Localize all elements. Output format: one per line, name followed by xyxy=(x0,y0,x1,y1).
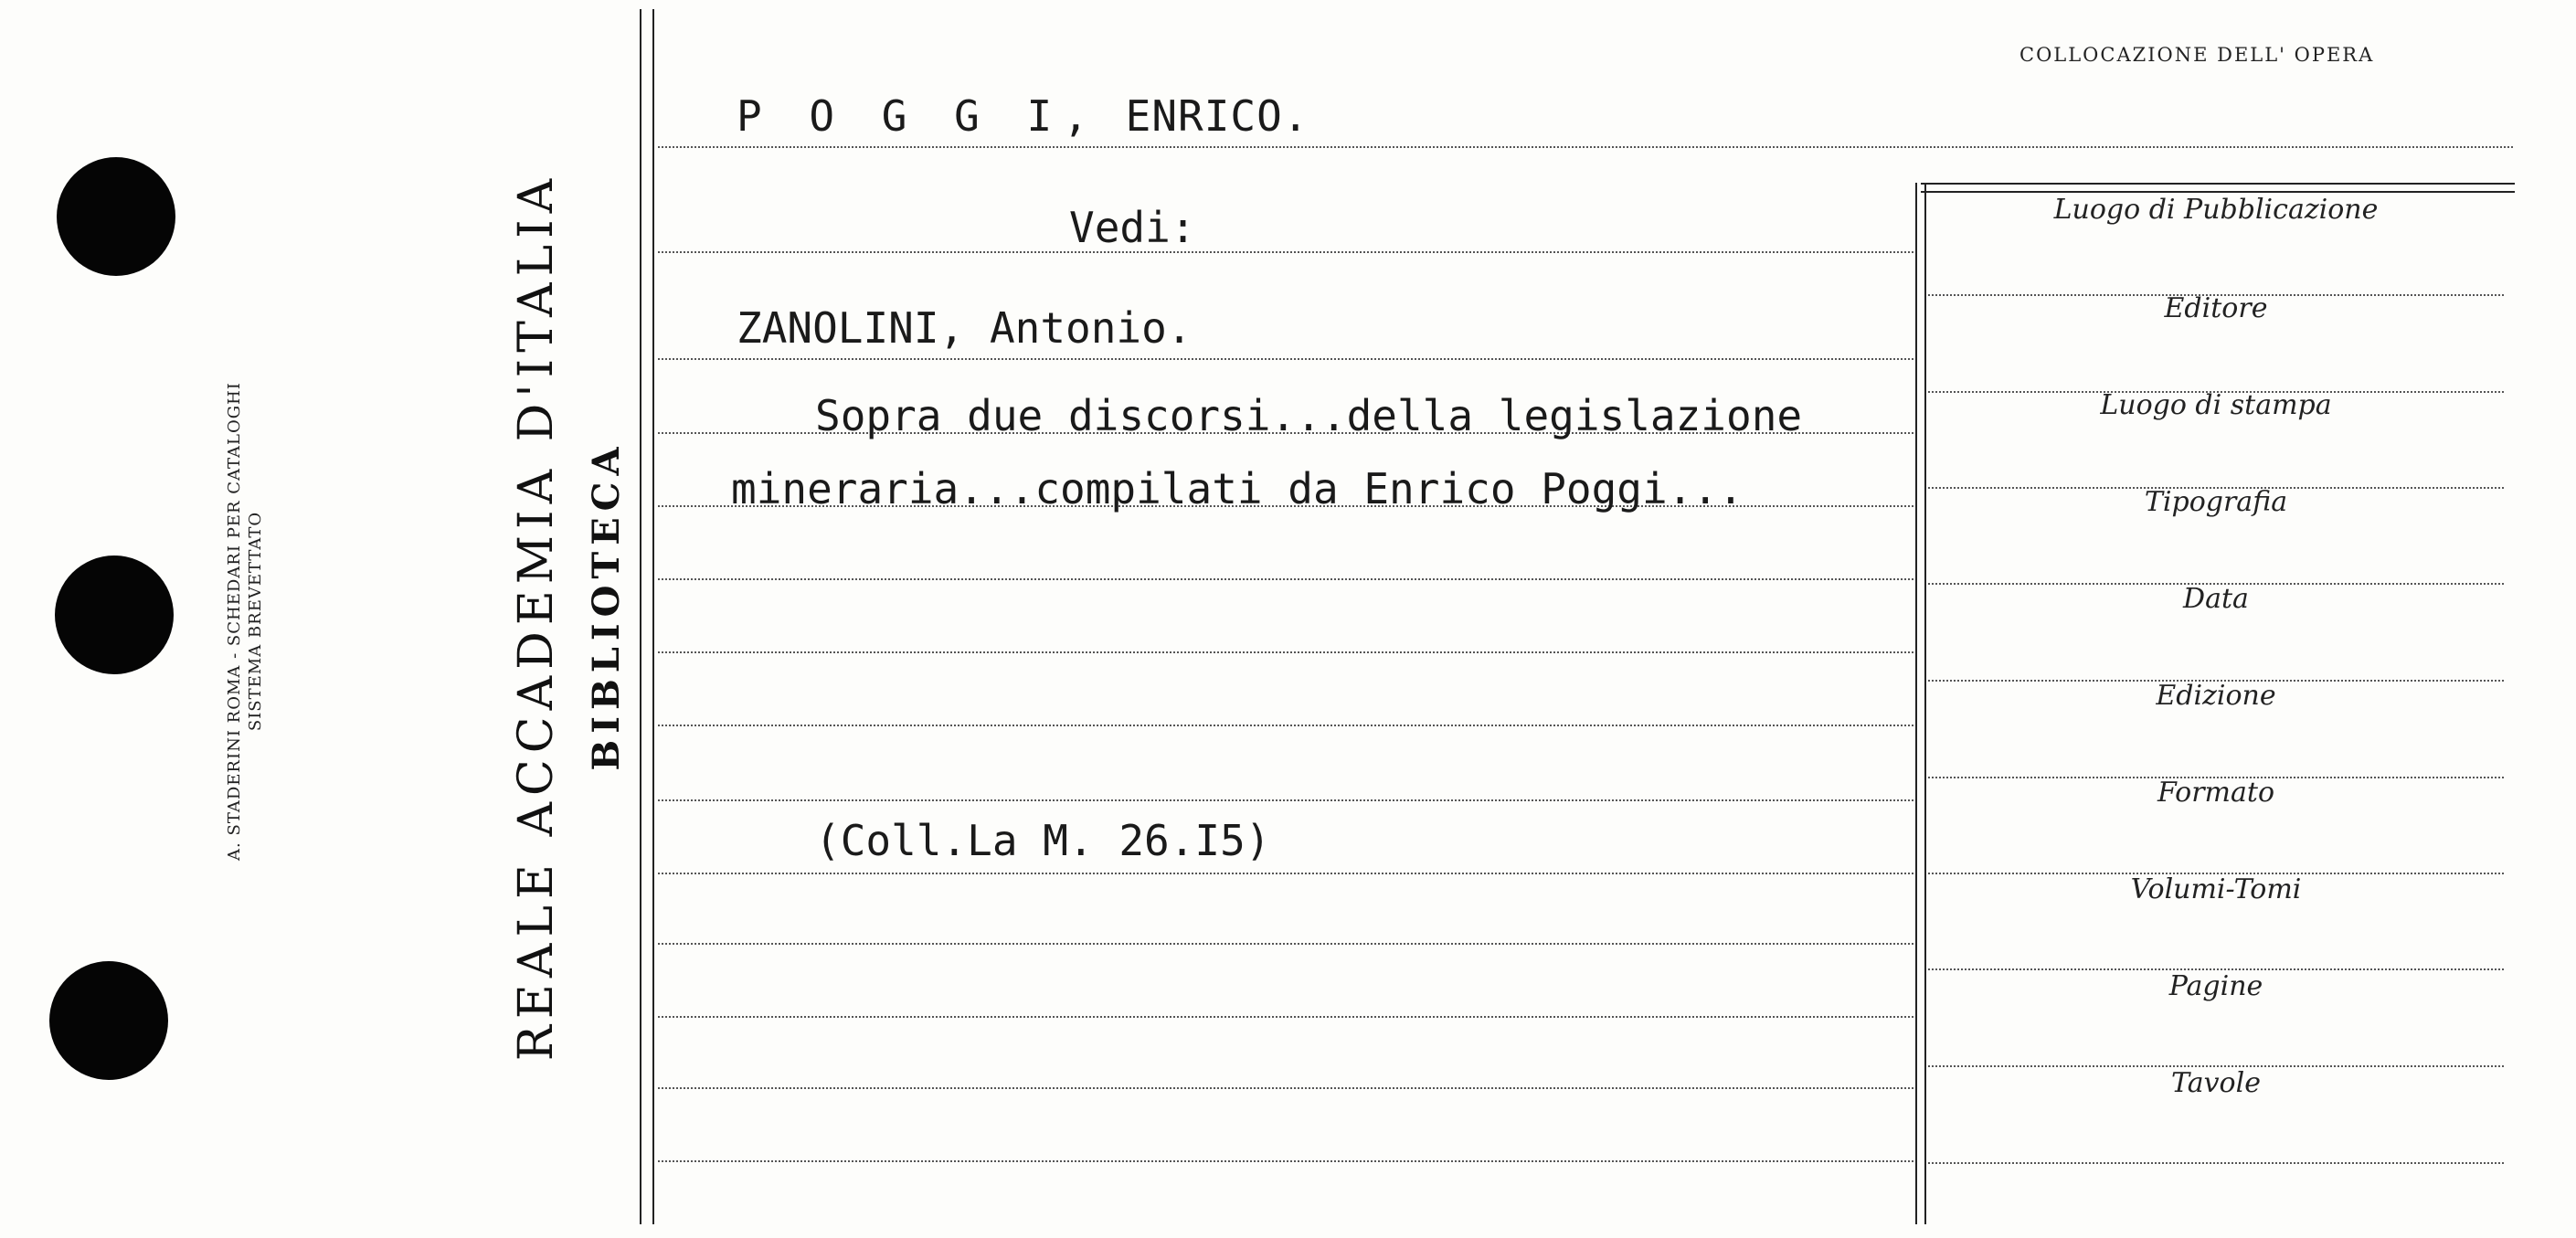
shelfmark: (Coll.La M. 26.I5) xyxy=(815,816,1271,865)
ruled-line xyxy=(658,799,1913,801)
field-label-edizione: Edizione xyxy=(2156,680,2276,712)
see-reference-label: Vedi: xyxy=(1069,203,1196,252)
field-label-tavole: Tavole xyxy=(2171,1067,2261,1099)
ruled-line xyxy=(658,943,1913,945)
printer-imprint-line: SISTEMA BREVETTATO xyxy=(246,511,266,732)
ruled-line xyxy=(1928,1162,2504,1164)
punch-hole xyxy=(49,961,168,1080)
border-line xyxy=(1915,183,1917,1224)
ruled-line xyxy=(658,1160,1913,1162)
printer-imprint-line: A. STADERINI ROMA - SCHEDARI PER CATALOGHI xyxy=(225,382,244,861)
ruled-line xyxy=(658,358,1913,360)
field-label-editore: Editore xyxy=(2164,292,2268,324)
author-name: ZANOLINI, Antonio. xyxy=(737,303,1193,353)
field-label-volumi-tomi: Volumi-Tomi xyxy=(2130,873,2302,905)
ruled-line xyxy=(658,725,1913,726)
border-line xyxy=(1924,183,1926,1224)
border-line xyxy=(1921,191,2515,193)
field-label-tipografia: Tipografia xyxy=(2144,486,2288,518)
border-line xyxy=(640,9,641,1224)
ruled-line xyxy=(658,146,2513,148)
border-line xyxy=(652,9,654,1224)
field-label-data: Data xyxy=(2183,583,2249,615)
printer-imprint xyxy=(224,329,267,914)
field-label-luogo-stampa: Luogo di stampa xyxy=(2100,389,2332,421)
punch-hole xyxy=(55,556,174,674)
title-line: mineraria...compilati da Enrico Poggi... xyxy=(731,464,1744,513)
library-name: BIBLIOTECA xyxy=(585,440,628,771)
field-label-pagine: Pagine xyxy=(2168,970,2263,1002)
heading-forename: ENRICO. xyxy=(1125,91,1309,141)
ruled-line xyxy=(658,251,1913,253)
field-label-luogo-pubblicazione: Luogo di Pubblicazione xyxy=(2053,194,2379,226)
ruled-line xyxy=(658,651,1913,653)
ruled-line xyxy=(658,1087,1913,1089)
title-line: Sopra due discorsi...della legislazione xyxy=(815,391,1803,440)
ruled-line xyxy=(658,873,1913,874)
institution-name: REALE ACCADEMIA D'ITALIA xyxy=(509,172,564,1062)
heading-name xyxy=(737,91,1309,141)
collocazione-label: COLLOCAZIONE DELL' OPERA xyxy=(2019,44,2375,66)
field-label-formato: Formato xyxy=(2157,777,2275,809)
border-line xyxy=(1921,183,2515,185)
ruled-line xyxy=(658,1016,1913,1018)
heading-surname: P O G G I, xyxy=(737,91,1099,141)
punch-hole xyxy=(57,157,175,276)
ruled-line xyxy=(658,578,1913,580)
